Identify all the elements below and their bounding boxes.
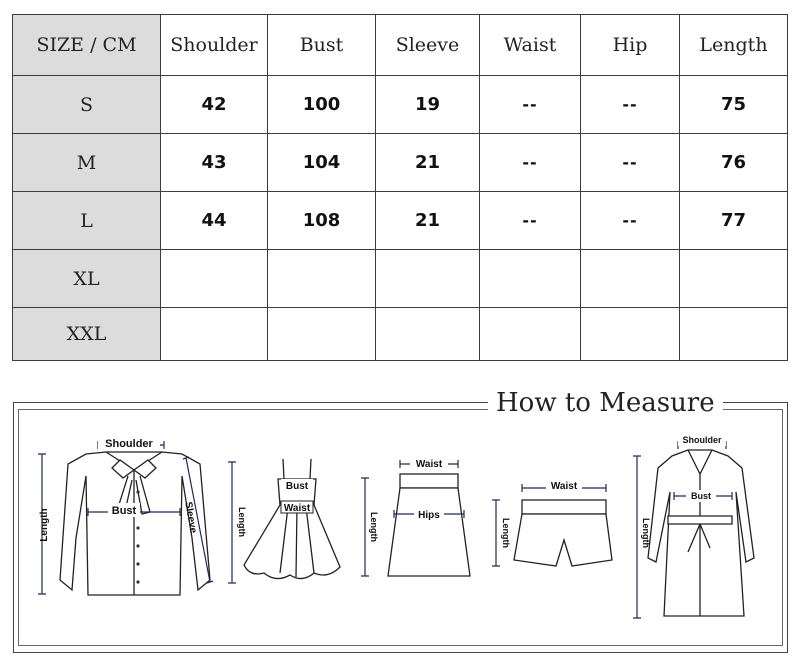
shorts-illustration <box>488 474 618 579</box>
skirt-waist-label: Waist <box>415 459 443 470</box>
header-hip: Hip <box>581 15 680 76</box>
coat-bust-label: Bust <box>691 491 711 501</box>
hip-cell <box>581 308 680 361</box>
sleeve-cell <box>376 250 480 308</box>
table-row <box>13 250 788 308</box>
bust-cell <box>268 308 376 361</box>
length-cell <box>680 308 788 361</box>
dress-waist-label: Waist <box>283 503 311 514</box>
waist-cell: -- <box>480 192 581 250</box>
header-shoulder: Shoulder <box>161 15 268 76</box>
sleeve-cell: 21 <box>376 192 480 250</box>
coat-illustration <box>628 428 763 628</box>
blouse-illustration <box>28 430 228 610</box>
dress-length-label: Length <box>237 507 247 537</box>
waist-cell: -- <box>480 76 581 134</box>
shorts-waist-label: Waist <box>550 481 578 492</box>
bust-cell: 108 <box>268 192 376 250</box>
size-label: M <box>13 134 161 192</box>
hip-cell: -- <box>581 134 680 192</box>
header-length: Length <box>680 15 788 76</box>
dress-bust-label: Bust <box>285 481 309 492</box>
table-header-row <box>13 15 788 76</box>
coat-shoulder-label: Shoulder <box>682 435 722 445</box>
size-label: XXL <box>13 308 161 361</box>
blouse-length-label: Length <box>39 508 50 542</box>
hip-cell <box>581 250 680 308</box>
hip-cell: -- <box>581 76 680 134</box>
skirt-length-label: Length <box>369 512 379 542</box>
how-to-measure-title: How to Measure <box>488 386 723 420</box>
skirt-hips-label: Hips <box>418 510 440 521</box>
blouse-sleeve-label: Sleeve <box>182 501 199 535</box>
dress-illustration <box>228 455 348 590</box>
table-row <box>13 192 788 250</box>
shoulder-cell: 42 <box>161 76 268 134</box>
skirt-illustration <box>358 454 478 584</box>
waist-cell <box>480 250 581 308</box>
bust-cell: 104 <box>268 134 376 192</box>
length-cell: 76 <box>680 134 788 192</box>
sleeve-cell: 21 <box>376 134 480 192</box>
shoulder-cell <box>161 308 268 361</box>
length-cell: 75 <box>680 76 788 134</box>
bust-cell: 100 <box>268 76 376 134</box>
table-row <box>13 134 788 192</box>
header-bust: Bust <box>268 15 376 76</box>
sleeve-cell <box>376 308 480 361</box>
size-label: S <box>13 76 161 134</box>
size-label: L <box>13 192 161 250</box>
coat-length-label: Length <box>641 518 651 548</box>
waist-cell <box>480 308 581 361</box>
shoulder-cell <box>161 250 268 308</box>
header-size-cm: SIZE / CM <box>13 15 161 76</box>
blouse-shoulder-label: Shoulder <box>105 438 153 450</box>
length-cell: 77 <box>680 192 788 250</box>
table-row <box>13 76 788 134</box>
waist-cell: -- <box>480 134 581 192</box>
shorts-length-label: Length <box>501 518 511 548</box>
header-waist: Waist <box>480 15 581 76</box>
shoulder-cell: 44 <box>161 192 268 250</box>
shoulder-cell: 43 <box>161 134 268 192</box>
hip-cell: -- <box>581 192 680 250</box>
header-sleeve: Sleeve <box>376 15 480 76</box>
table-row <box>13 308 788 361</box>
size-label: XL <box>13 250 161 308</box>
sleeve-cell: 19 <box>376 76 480 134</box>
blouse-bust-label: Bust <box>111 505 137 517</box>
size-chart-table <box>12 14 788 361</box>
bust-cell <box>268 250 376 308</box>
length-cell <box>680 250 788 308</box>
